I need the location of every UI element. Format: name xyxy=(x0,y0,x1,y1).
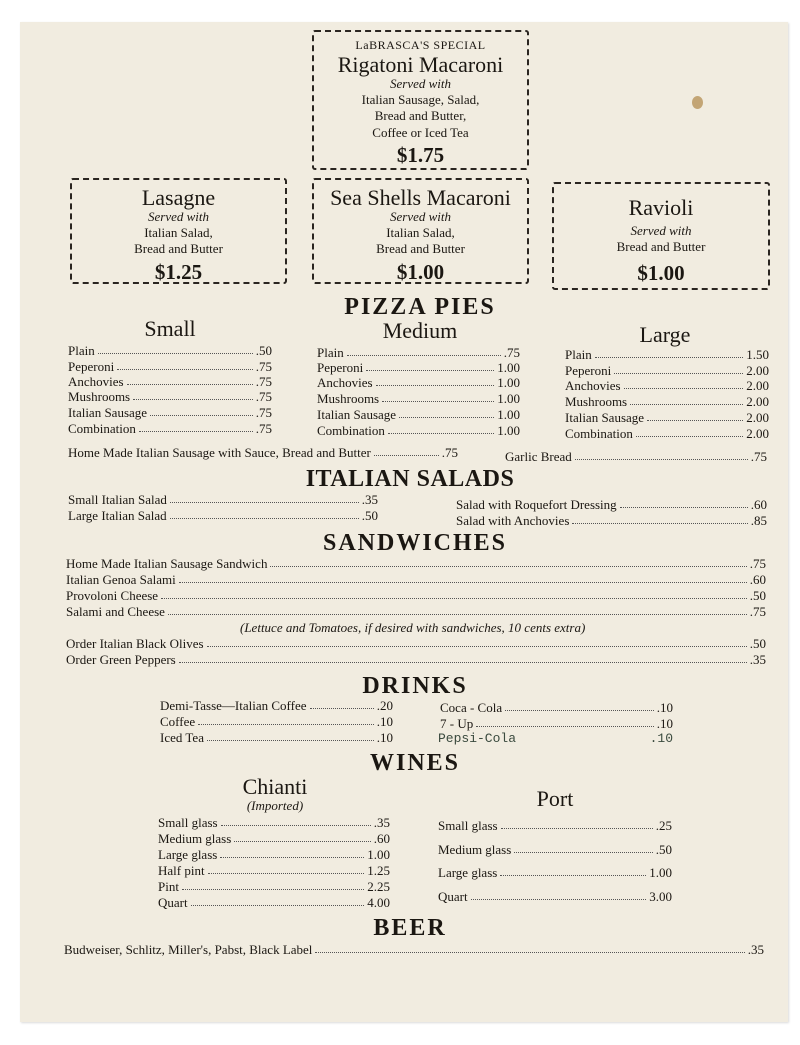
special-brand: LaBRASCA'S SPECIAL xyxy=(355,38,486,52)
pizza-small-row: Combination .75 xyxy=(68,421,272,436)
pizza-medium-row: Combination 1.00 xyxy=(317,423,520,438)
drink-row: Coca - Cola .10 xyxy=(440,700,673,715)
pizza-small-row: Plain .50 xyxy=(68,343,272,358)
pizza-medium-row: Italian Sausage 1.00 xyxy=(317,407,520,422)
chianti-sub: (Imported) xyxy=(246,798,304,813)
lasagne-served: Served with xyxy=(147,209,209,225)
port-row: Medium glass .50 xyxy=(438,842,672,857)
salad-row: Small Italian Salad .35 xyxy=(68,492,378,507)
pizza-small-row: Mushrooms .75 xyxy=(68,389,272,404)
special-line: Italian Sausage, Salad, xyxy=(361,92,480,108)
special-title: Rigatoni Macaroni xyxy=(337,52,504,77)
special-served: Served with xyxy=(389,76,451,92)
pizza-small-row: Italian Sausage .75 xyxy=(68,405,272,420)
pizza-small-row: Anchovies .75 xyxy=(68,374,272,389)
pizza-large-row: Combination 2.00 xyxy=(565,426,769,441)
pizza-large-row: Peperoni 2.00 xyxy=(565,363,769,378)
lasagne-box xyxy=(70,178,287,284)
chianti-row: Half pint 1.25 xyxy=(158,863,390,878)
pizza-large-row: Plain 1.50 xyxy=(565,347,769,362)
port-label: Port xyxy=(536,786,574,811)
salad-row: Salad with Roquefort Dressing .60 xyxy=(456,497,767,512)
sandwich-extra-row: Order Green Peppers .35 xyxy=(66,652,766,667)
salads-heading: ITALIAN SALADS xyxy=(305,466,515,492)
pizza-medium-row: Plain .75 xyxy=(317,345,520,360)
pizza-medium-label: Medium xyxy=(382,318,458,343)
special-price: $1.75 xyxy=(396,142,445,167)
pizza-medium-row: Anchovies 1.00 xyxy=(317,375,520,390)
drink-row: Demi-Tasse—Italian Coffee .20 xyxy=(160,698,393,713)
beer-heading: BEER xyxy=(373,915,447,941)
pizza-medium-row: Peperoni 1.00 xyxy=(317,360,520,375)
seashells-line: Bread and Butter xyxy=(376,241,465,257)
seashells-line: Italian Salad, xyxy=(386,225,455,241)
salad-row: Large Italian Salad .50 xyxy=(68,508,378,523)
port-row: Small glass .25 xyxy=(438,818,672,833)
seashells-served: Served with xyxy=(389,209,451,225)
port-row: Large glass 1.00 xyxy=(438,865,672,880)
ravioli-line: Bread and Butter xyxy=(616,239,706,255)
drink-row: 7 - Up .10 xyxy=(440,716,673,731)
ravioli-price: $1.00 xyxy=(637,261,685,286)
sandwich-row: Provoloni Cheese .50 xyxy=(66,588,766,603)
lasagne-line: Bread and Butter xyxy=(134,241,223,257)
sandwich-row: Salami and Cheese .75 xyxy=(66,604,766,619)
pizza-extra-row: Garlic Bread .75 xyxy=(505,449,767,464)
chianti-row: Small glass .35 xyxy=(158,815,390,830)
port-row: Quart 3.00 xyxy=(438,889,672,904)
paper-stain xyxy=(692,96,703,109)
special-line: Bread and Butter, xyxy=(374,108,467,124)
drink-row: Coffee .10 xyxy=(160,714,393,729)
sandwich-note: (Lettuce and Tomatoes, if desired with sandwiches, 10 cents extra) xyxy=(240,620,586,635)
chianti-row: Medium glass .60 xyxy=(158,831,390,846)
pizza-large-row: Anchovies 2.00 xyxy=(565,378,769,393)
pizza-small-label: Small xyxy=(144,316,196,341)
drinks-heading: DRINKS xyxy=(362,673,468,699)
pizza-heading: PIZZA PIES xyxy=(344,294,496,320)
pizza-small-row: Peperoni .75 xyxy=(68,359,272,374)
chianti-row: Quart 4.00 xyxy=(158,895,390,910)
pizza-medium-row: Mushrooms 1.00 xyxy=(317,391,520,406)
lasagne-title: Lasagne xyxy=(141,185,216,210)
lasagne-line: Italian Salad, xyxy=(144,225,213,241)
seashells-title: Sea Shells Macaroni xyxy=(330,185,511,210)
ravioli-box xyxy=(552,182,770,290)
chianti-label: Chianti xyxy=(242,774,308,799)
beer-row: Budweiser, Schlitz, Miller's, Pabst, Black Label .35 xyxy=(64,942,764,957)
drink-row: Iced Tea .10 xyxy=(160,730,393,745)
pizza-large-row: Mushrooms 2.00 xyxy=(565,394,769,409)
special-line: Coffee or Iced Tea xyxy=(372,124,469,140)
sandwiches-heading: SANDWICHES xyxy=(322,530,508,556)
ravioli-title: Ravioli xyxy=(628,195,694,220)
special-box xyxy=(312,30,529,170)
pizza-large-row: Italian Sausage 2.00 xyxy=(565,410,769,425)
lasagne-price: $1.25 xyxy=(154,259,203,284)
drink-row-typed: Pepsi-Cola .10 xyxy=(438,731,673,746)
seashells-box xyxy=(312,178,529,284)
pizza-extra-row: Home Made Italian Sausage with Sauce, Bread and Butter .75 xyxy=(68,445,458,460)
wines-heading: WINES xyxy=(369,750,461,776)
seashells-price: $1.00 xyxy=(396,259,445,284)
pizza-large-label: Large xyxy=(639,322,691,347)
ravioli-served: Served with xyxy=(630,223,692,239)
chianti-row: Large glass 1.00 xyxy=(158,847,390,862)
sandwich-row: Home Made Italian Sausage Sandwich .75 xyxy=(66,556,766,571)
sandwich-extra-row: Order Italian Black Olives .50 xyxy=(66,636,766,651)
sandwich-row: Italian Genoa Salami .60 xyxy=(66,572,766,587)
chianti-row: Pint 2.25 xyxy=(158,879,390,894)
salad-row: Salad with Anchovies .85 xyxy=(456,513,767,528)
